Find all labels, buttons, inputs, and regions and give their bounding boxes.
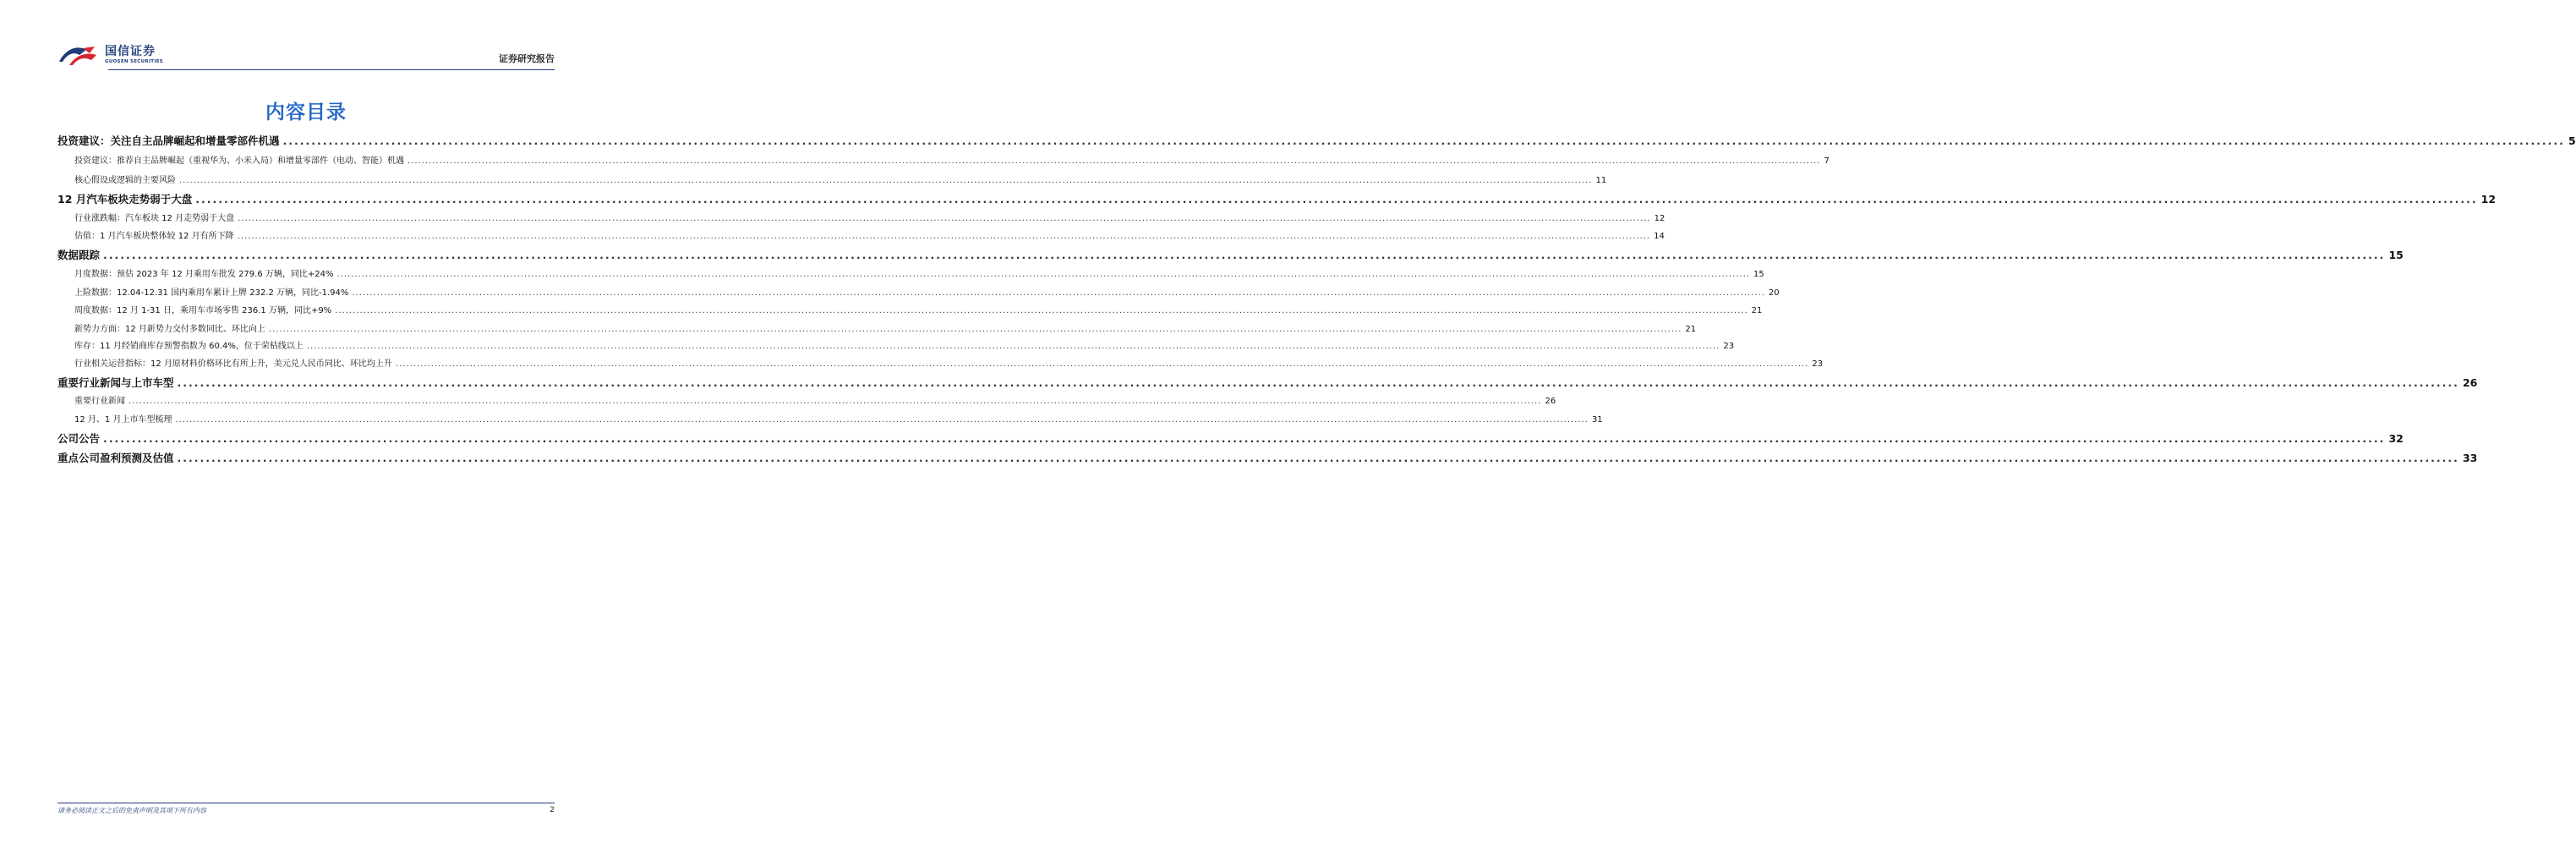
toc-section-entry[interactable]	[57, 375, 2478, 390]
toc-leader-dots: ................................................................................................................................................................................................................................................................................................................................................................................................................	[336, 270, 1750, 279]
toc-subsection-entry[interactable]	[74, 412, 1603, 425]
toc-subsection-entry[interactable]	[74, 303, 1763, 315]
page-header	[57, 41, 555, 74]
toc-entry-label: 重要行业新闻与上市车型	[57, 376, 174, 389]
guosen-logo-icon	[57, 43, 101, 67]
toc-entry-label: 数据跟踪	[57, 249, 101, 261]
toc-entry-page: 14	[1654, 232, 1665, 241]
toc-entry-label: 新势力方面：12 月新势力交付多数同比、环比向上	[74, 325, 265, 334]
toc-entry-page: 23	[1723, 342, 1735, 351]
toc-leader-dots: ................................................................................................................................................................................................................................................................................................................................................................................................................	[352, 288, 1765, 298]
toc-subsection-entry[interactable]	[74, 338, 1735, 351]
toc-entry-label: 重点公司盈利预测及估值	[57, 452, 174, 464]
toc-subsection-entry[interactable]	[74, 356, 1824, 369]
toc-leader-dots: ................................................................................................................................................................................................................................................................................................................................................................................................................	[407, 156, 1821, 166]
toc-entry-page: 33	[2462, 452, 2478, 464]
toc-leader-dots: ................................................................................................................................................................................................................................................................................................................................................................................................................	[238, 214, 1651, 223]
toc-leader-dots: ................................................................................................................................................................................................................................................................................................................................................................................................................	[268, 325, 1682, 334]
toc-entry-label: 投资建议：推荐自主品牌崛起（重视华为、小米入局）和增量零部件（电动、智能）机遇	[74, 156, 404, 166]
toc-subsection-entry[interactable]	[74, 266, 1764, 279]
toc-entry-label: 重要行业新闻	[74, 397, 125, 406]
toc-leader-dots: ................................................................................................................................................................................................................................................................................................................................................................................................................	[103, 249, 2386, 261]
toc-entry-label: 12 月汽车板块走势弱于大盘	[57, 193, 193, 206]
toc-entry-page: 15	[2388, 249, 2404, 261]
toc-section-entry[interactable]	[57, 450, 2478, 465]
logo-name-cn: 国信证券	[105, 45, 156, 58]
header-divider	[108, 69, 555, 70]
toc-entry-page: 20	[1768, 288, 1780, 298]
toc-entry-label: 周度数据：12 月 1-31 日，乘用车市场零售 236.1 万辆，同比+9%	[74, 306, 332, 315]
toc-entry-page: 31	[1591, 415, 1603, 425]
toc-entry-page: 12	[2480, 193, 2497, 206]
toc-leader-dots: ................................................................................................................................................................................................................................................................................................................................................................................................................	[282, 134, 2565, 147]
toc-entry-page: 11	[1595, 176, 1607, 185]
toc-entry-label: 12 月、1 月上市车型梳理	[74, 415, 172, 425]
toc-entry-page: 15	[1753, 270, 1764, 279]
toc-leader-dots: ................................................................................................................................................................................................................................................................................................................................................................................................................	[306, 342, 1720, 351]
toc-entry-page: 21	[1751, 306, 1763, 315]
toc-entry-page: 26	[1545, 397, 1556, 406]
toc-section-entry[interactable]	[57, 430, 2404, 446]
toc-entry-label: 上险数据：12.04-12.31 国内乘用车累计上牌 232.2 万辆，同比-1.94%	[74, 288, 349, 298]
toc-subsection-entry[interactable]	[74, 228, 1665, 241]
toc-title: 内容目录	[265, 101, 347, 123]
toc-subsection-entry[interactable]	[74, 393, 1556, 406]
toc-leader-dots: ................................................................................................................................................................................................................................................................................................................................................................................................................	[335, 306, 1748, 315]
toc-entry-label: 核心假设或逻辑的主要风险	[74, 176, 176, 185]
toc-section-entry[interactable]	[57, 247, 2404, 262]
toc-leader-dots: ................................................................................................................................................................................................................................................................................................................................................................................................................	[395, 359, 1809, 369]
toc-entry-page: 23	[1812, 359, 1824, 369]
toc-leader-dots: ................................................................................................................................................................................................................................................................................................................................................................................................................	[177, 452, 2459, 464]
toc-leader-dots: ................................................................................................................................................................................................................................................................................................................................................................................................................	[237, 232, 1651, 241]
toc-subsection-entry[interactable]	[74, 153, 1829, 166]
toc-leader-dots: ................................................................................................................................................................................................................................................................................................................................................................................................................	[179, 176, 1593, 185]
toc-subsection-entry[interactable]	[74, 211, 1665, 223]
page-number: 2	[550, 806, 555, 814]
footer-disclaimer: 请务必阅读正文之后的免责声明及其项下所有内容	[57, 807, 206, 814]
toc-leader-dots: ................................................................................................................................................................................................................................................................................................................................................................................................................	[175, 415, 1589, 425]
toc-leader-dots: ................................................................................................................................................................................................................................................................................................................................................................................................................	[195, 193, 2478, 206]
toc-section-entry[interactable]	[57, 191, 2497, 206]
toc-subsection-entry[interactable]	[74, 285, 1780, 298]
toc-entry-label: 投资建议：关注自主品牌崛起和增量零部件机遇	[57, 134, 280, 147]
toc-entry-label: 行业涨跌幅：汽车板块 12 月走势弱于大盘	[74, 214, 235, 223]
toc-subsection-entry[interactable]	[74, 173, 1607, 185]
toc-entry-page: 7	[1824, 156, 1829, 166]
toc-entry-label: 公司公告	[57, 432, 101, 445]
report-type-label: 证券研究报告	[499, 53, 555, 64]
toc-subsection-entry[interactable]	[74, 321, 1697, 334]
toc-entry-page: 12	[1654, 214, 1665, 223]
logo-name-en: GUOSEN SECURITIES	[105, 59, 164, 64]
toc-entry-page: 32	[2388, 432, 2404, 445]
toc-section-entry[interactable]	[57, 133, 2576, 148]
toc-entry-label: 行业相关运营指标：12 月原材料价格环比有所上升，美元兑人民币同比、环比均上升	[74, 359, 392, 369]
toc-entry-label: 库存：11 月经销商库存预警指数为 60.4%，位于荣枯线以上	[74, 342, 304, 351]
toc-leader-dots: ................................................................................................................................................................................................................................................................................................................................................................................................................	[177, 376, 2459, 389]
toc-entry-label: 估值：1 月汽车板块整体较 12 月有所下降	[74, 232, 234, 241]
toc-leader-dots: ................................................................................................................................................................................................................................................................................................................................................................................................................	[129, 397, 1542, 406]
toc-entry-page: 21	[1685, 325, 1697, 334]
toc-entry-page: 5	[2568, 134, 2576, 147]
toc-entry-page: 26	[2462, 376, 2478, 389]
logo	[57, 43, 163, 67]
toc-entry-label: 月度数据：预估 2023 年 12 月乘用车批发 279.6 万辆，同比+24%	[74, 270, 334, 279]
toc-leader-dots: ................................................................................................................................................................................................................................................................................................................................................................................................................	[103, 432, 2386, 445]
